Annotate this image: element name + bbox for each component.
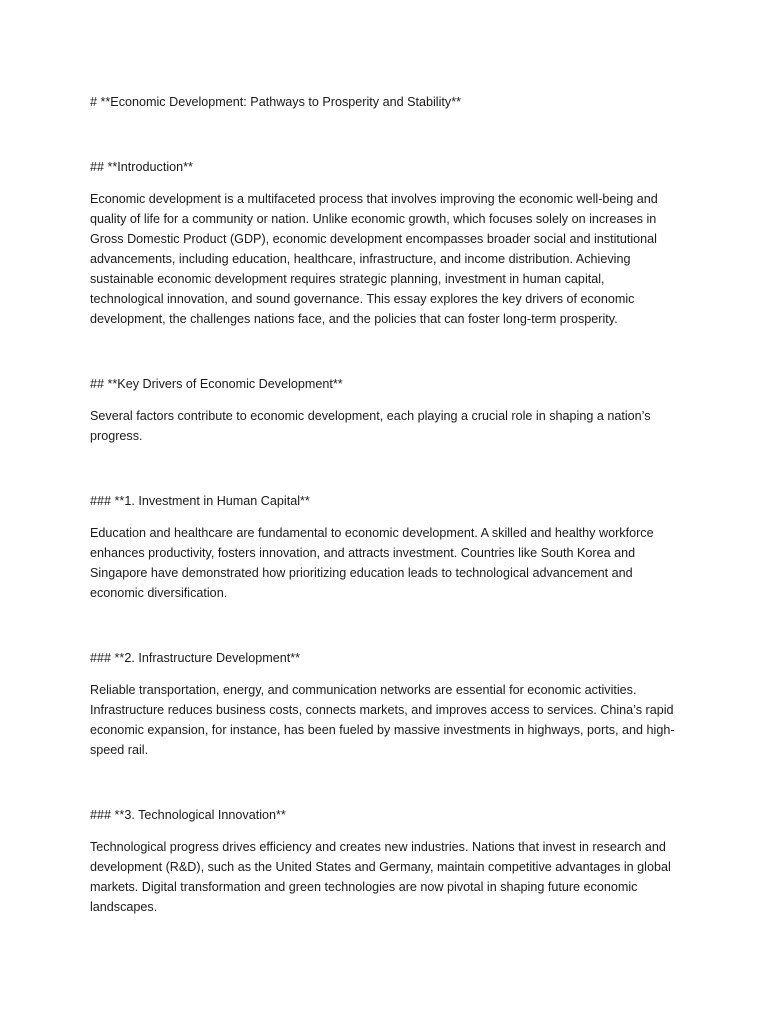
section-paragraph-infrastructure: Reliable transportation, energy, and communication networks are essential for economic activities. Infrastructure reduces business costs, connects markets, and improves access to services. China’s rapid economic expansion, for instance, has been fueled by massive investments in highways, ports, and high-speed rail.: [90, 683, 675, 757]
section-heading-technological-innovation: ### **3. Technological Innovation**: [90, 808, 286, 822]
section-heading-human-capital: ### **1. Investment in Human Capital**: [90, 494, 310, 508]
document-page: [90, 92, 680, 917]
section-paragraph-introduction: Economic development is a multifaceted process that involves improving the economic well-being and quality of life for a community or nation. Unlike economic growth, which focuses solely on increases in Gross Domestic Product (GDP), economic development encompasses broader social and institutional advancements, including education, healthcare, infrastructure, and income distribution. Achieving sustainable economic development requires strategic planning, investment in human capital, technological innovation, and sound governance. This essay explores the key drivers of economic development, the challenges nations face, and the policies that can foster long-term prosperity.: [90, 192, 658, 326]
section-paragraph-human-capital: Education and healthcare are fundamental to economic development. A skilled and healthy workforce enhances productivity, fosters innovation, and attracts investment. Countries like South Korea and Singapore have demonstrated how prioritizing education leads to technological advancement and economic diversification.: [90, 526, 654, 600]
section-paragraph-technological-innovation: Technological progress drives efficiency and creates new industries. Nations that invest in research and development (R&D), such as the United States and Germany, maintain competitive advantages in global markets. Digital transformation and green technologies are now pivotal in shaping future economic landscapes.: [90, 840, 671, 914]
section-paragraph-key-drivers: Several factors contribute to economic development, each playing a crucial role in shaping a nation’s progress.: [90, 409, 651, 443]
document-title: # **Economic Development: Pathways to Prosperity and Stability**: [90, 95, 461, 109]
section-heading-infrastructure: ### **2. Infrastructure Development**: [90, 651, 301, 665]
section-heading-introduction: ## **Introduction**: [90, 160, 193, 174]
section-heading-key-drivers: ## **Key Drivers of Economic Development**: [90, 377, 343, 391]
